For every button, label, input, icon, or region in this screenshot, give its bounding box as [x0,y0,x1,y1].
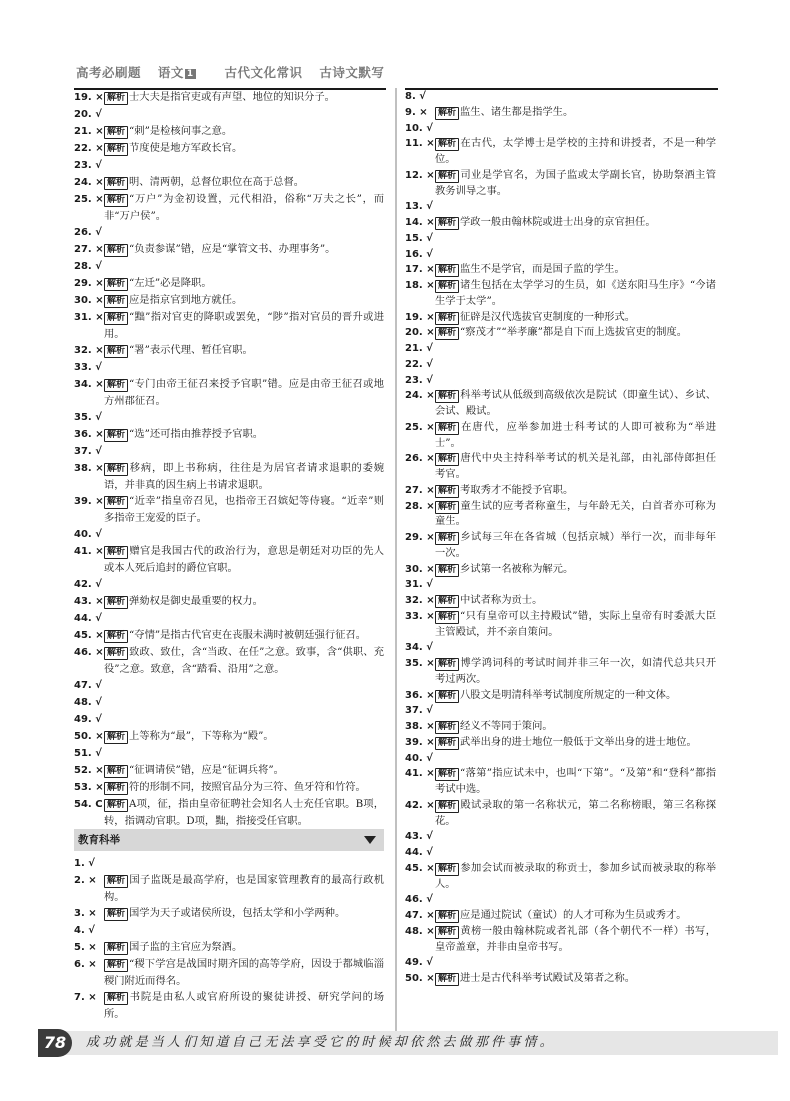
answer-item [74,106,384,123]
answer-number: 28. × [405,500,435,512]
answer-item [74,593,384,610]
answer-item [74,359,384,376]
answer-item [74,610,384,627]
analysis-tag: 解析 [435,863,459,876]
analysis-tag: 解析 [435,280,459,293]
answer-item [74,224,384,241]
answer-explanation: 致政、致仕，含“当政、在任”之意。致事，含“供职、充役”之意。致意，含“踏看、沿用”之意。 [104,646,384,675]
section-heading [74,829,384,851]
answer-explanation: 监生不是学官，而是国子监的学生。 [460,263,625,276]
header-subtopic: 古诗文默写 [319,65,385,80]
answer-number: 35. × [405,658,435,669]
answer-number: 43. √ [405,831,433,843]
answer-item [405,688,716,704]
answer-number: 13. √ [405,201,433,213]
analysis-tag: 解析 [104,782,128,795]
analysis-tag: 解析 [435,264,459,277]
answer-item [74,796,384,829]
answer-number: 42. √ [74,579,102,590]
answer-list-right [405,89,716,987]
answer-number: 19. × [405,311,435,323]
answer-item [405,719,716,735]
answer-number: 54. C [74,799,103,810]
analysis-tag: 解析 [104,942,128,955]
answer-item [405,955,716,971]
answer-item [405,499,716,531]
answer-number: 38. × [74,463,104,474]
answer-number: 50. × [405,973,435,984]
answer-item [405,388,716,420]
answer-item [74,191,384,224]
header-topic: 古代文化常识 [224,65,303,80]
answer-item [405,247,716,263]
answer-item [405,924,716,956]
answer-number: 24. × [405,390,435,402]
answer-number: 36. × [74,429,104,440]
answer-item [74,728,384,745]
answer-number: 23. √ [74,160,102,171]
answer-item [74,745,384,762]
answer-item [405,420,716,452]
answer-number: 38. × [405,721,435,732]
answer-item [405,908,716,924]
answer-number: 41. × [74,546,104,557]
analysis-tag: 解析 [435,690,459,703]
answer-item [74,409,384,426]
answer-item [74,241,384,258]
answer-item [74,376,384,409]
answer-explanation: 弹劾权是御史最重要的权力。 [129,595,263,607]
answer-item [74,426,384,443]
footer-motto: 成功就是当人们知道自己无法享受它的时候却依然去做那件事情。 [86,1035,556,1050]
answer-item [405,262,716,278]
answer-number: 45. × [74,630,104,641]
analysis-tag: 解析 [104,908,128,921]
analysis-tag: 解析 [435,910,459,923]
answer-item [74,677,384,694]
answer-number: 37. √ [74,446,102,457]
answer-item [74,157,384,174]
answer-explanation: 参加会试而被录取的称贡士，参加乡试而被录取的称举人。 [435,861,716,890]
answer-item [405,310,716,326]
answer-number: 30. × [405,563,435,575]
analysis-tag: 解析 [104,295,128,308]
answer-explanation: 经义不等同于策问。 [460,720,553,732]
answer-number: 9. × [405,106,428,118]
answer-explanation: 唐代中央主持科举考试的机关是礼部，由礼部侍郎担任考官。 [435,452,716,480]
answer-item [74,627,384,644]
answer-explanation: 征辟是汉代选拔官吏制度的一种形式。 [460,310,636,323]
answer-item [405,483,716,499]
answer-number: 5. × [74,942,97,953]
analysis-tag: 解析 [435,800,459,813]
answer-item [405,121,716,137]
answer-explanation: 节度使是地方军政长官。 [129,142,243,154]
answer-number: 31. √ [405,579,433,591]
answer-number: 31. × [74,312,104,323]
header-series: 高考必刷题 [76,65,142,80]
analysis-tag: 解析 [435,532,459,545]
answer-number: 28. √ [74,261,102,272]
answer-number: 29. × [74,278,104,289]
analysis-tag: 解析 [435,138,459,151]
answer-explanation: 童生试的应考者称童生，与年龄无关，白首者亦可称为童生。 [435,499,716,528]
answer-number: 7. × [74,992,97,1003]
answer-item [74,309,384,342]
answer-explanation: 国子监既是最高学府，也是国家管理教育的最高行政机构。 [104,874,384,903]
answer-explanation: 符的形制不同，按照官品分为三符、鱼牙符和竹符。 [129,781,366,793]
answer-number: 47. × [405,910,435,921]
answer-explanation: 考取秀才不能授予官职。 [460,483,574,496]
header-subject-badge: 1 [186,69,194,79]
answer-explanation: 进士是古代科举考试殿试及第者之称。 [460,972,636,984]
answer-explanation: 殿试录取的第一名称状元，第二名称榜眼，第三名称探花。 [435,798,716,827]
answer-explanation: 乡试第一名被称为解元。 [460,562,574,575]
answer-explanation: 乡试每三年在各省城（包括京城）举行一次，而非每年一次。 [435,531,716,559]
answer-number: 40. √ [74,529,102,540]
answer-item [74,711,384,728]
analysis-tag: 解析 [435,564,459,577]
analysis-tag: 解析 [104,429,128,442]
answer-item [405,751,716,767]
answer-item [405,735,716,751]
answer-number: 44. √ [405,847,433,858]
answer-item [405,215,716,231]
answer-explanation: 国学为天子或诸侯所设，包括太学和小学两种。 [129,907,346,919]
answer-number: 49. √ [405,957,433,969]
answer-number: 2. × [74,875,97,886]
answer-number: 41. × [405,768,435,780]
page-number: 78 [38,1029,72,1057]
analysis-tag: 解析 [435,170,459,183]
answer-item [74,443,384,460]
answer-item [74,922,384,939]
answer-item [74,123,384,140]
answer-item [405,861,716,893]
answer-number: 16. √ [405,248,433,260]
answer-item [74,292,384,309]
header-subject [158,65,208,80]
analysis-tag: 解析 [435,217,459,230]
answer-item [405,136,716,168]
answer-item [405,278,716,310]
analysis-tag: 解析 [435,453,459,466]
answer-number: 43. × [74,596,104,607]
answer-number: 48. √ [74,697,102,708]
answer-number: 49. √ [74,714,102,725]
answer-number: 35. √ [74,412,102,423]
answer-explanation: 中试者称为贡士。 [460,594,543,606]
answer-item [74,576,384,593]
answer-explanation: “只有皇帝可以主持殿试”错，实际上皇帝有时委派大臣主管殿试，并不亲自策问。 [435,609,716,638]
answer-number: 25. × [74,194,104,205]
answer-item [405,562,716,578]
answer-item [405,845,716,861]
answer-number: 46. √ [405,894,433,906]
answer-list-left [74,89,384,829]
analysis-tag: 解析 [435,501,459,514]
answer-explanation: 科举考试从低级到高级依次是院试（即童生试）、乡试、会试、殿试。 [435,389,716,417]
triangle-down-icon [364,836,376,844]
answer-explanation: 学政一般由翰林院或进士出身的京官担任。 [460,216,656,228]
answer-item [74,89,384,106]
answer-number: 22. × [74,143,104,154]
answer-number: 27. × [405,484,435,496]
answer-number: 26. × [405,453,435,465]
analysis-tag: 解析 [104,244,128,257]
answer-item [405,892,716,908]
column-divider [395,88,397,1034]
answer-number: 33. × [405,610,435,622]
analysis-tag: 解析 [104,345,128,358]
answer-explanation: 博学鸿词科的考试时间并非三年一次，如清代总共只开考过两次。 [435,657,716,685]
section-heading-label: 教育科举 [78,834,120,846]
answer-item [405,656,716,688]
answer-number: 46. × [74,647,104,658]
answer-explanation: 士大夫是指官吏或有声望、地位的知识分子。 [129,91,335,103]
analysis-tag: 解析 [104,278,128,291]
left-column [74,89,384,1022]
answer-number: 32. × [405,595,435,606]
analysis-tag: 解析 [435,737,459,750]
answer-explanation: 武举出身的进士地位一般低于文举出身的进士地位。 [460,735,697,748]
answer-number: 39. × [405,736,435,748]
answer-item [74,939,384,956]
answer-explanation: “选”还可指由推荐授予官职。 [129,428,264,440]
analysis-tag: 解析 [435,973,459,986]
right-column [405,89,716,987]
analysis-tag: 解析 [104,992,128,1005]
answer-item [74,258,384,275]
answer-item [74,493,384,526]
answer-number: 20. × [405,327,435,339]
answer-number: 11. × [405,138,435,150]
answer-number: 1. √ [74,858,95,869]
analysis-tag: 解析 [104,312,128,325]
answer-item [74,694,384,711]
answer-number: 19. × [74,92,104,103]
answer-explanation: “刺”是检核问事之意。 [129,125,233,137]
answer-explanation: “落第”指应试未中，也叫“下第”。“及第”和“登科”都指考试中选。 [435,767,716,795]
answer-item [74,543,384,576]
answer-number: 39. × [74,496,104,507]
analysis-tag: 解析 [104,731,128,744]
answer-item [405,971,716,987]
answer-item [405,703,716,719]
answer-item [405,609,716,641]
answer-item [405,766,716,798]
answer-number: 15. √ [405,232,433,244]
answer-explanation: 司业是学官名，为国子监或太学副长官，协助祭酒主管教务训导之事。 [435,168,716,197]
answer-item [405,231,716,247]
answer-explanation: 赠官是我国古代的政治行为，意思是朝廷对功臣的先人或本人死后追封的爵位官职。 [104,545,384,574]
answer-number: 12. × [405,169,435,181]
answer-explanation: 应是通过院试（童试）的人才可称为生员或秀才。 [460,909,687,921]
answer-item [405,593,716,609]
analysis-tag: 解析 [104,765,128,778]
answer-explanation: “征调请侯”错，应是“征调兵将”。 [129,764,284,776]
answer-item [74,989,384,1022]
analysis-tag: 解析 [104,379,128,392]
answer-item [405,373,716,389]
answer-explanation: 八股文是明清科举考试制度所规定的一种文体。 [460,688,677,701]
analysis-tag: 解析 [435,312,459,325]
answer-number: 14. × [405,217,435,228]
answer-item [405,341,716,357]
answer-number: 37. √ [405,705,433,717]
answer-explanation: 应是指京官到地方就任。 [129,294,243,306]
analysis-tag: 解析 [104,546,128,559]
answer-item [74,275,384,292]
answer-number: 18. × [405,280,435,291]
analysis-tag: 解析 [104,92,128,105]
answer-number: 23. √ [405,374,433,386]
answer-item [74,855,384,872]
analysis-tag: 解析 [104,875,128,888]
analysis-tag: 解析 [435,611,459,624]
answer-number: 47. √ [74,680,102,691]
answer-number: 10. √ [405,122,433,134]
answer-number: 24. × [74,177,104,188]
answer-number: 50. × [74,731,104,742]
answer-explanation: 书院是由私人或官府所设的聚徒讲授、研究学问的场所。 [104,991,384,1020]
page-header [76,63,496,85]
answer-item [405,325,716,341]
answer-explanation: “左迁”必是降职。 [129,277,212,289]
answer-explanation: “夺情”是指古代官吏在丧服未满时被朝廷强行征召。 [129,629,367,641]
analysis-tag: 解析 [435,768,459,781]
answer-number: 3. × [74,908,97,919]
answer-explanation: “察茂才”“举孝廉”都是自下而上选拔官吏的制度。 [460,326,688,339]
answer-number: 44. √ [74,613,102,624]
analysis-tag: 解析 [104,596,128,609]
answer-item [74,644,384,677]
answer-number: 36. × [405,689,435,701]
answer-item [405,640,716,656]
answer-number: 21. × [74,126,104,137]
answer-item [74,342,384,359]
header-subject-name: 语文 [157,65,184,80]
answer-item [74,779,384,796]
answer-item [74,140,384,157]
answer-item [405,829,716,845]
answer-item [405,89,716,105]
answer-number: 53. × [74,782,104,793]
answer-item [405,168,716,200]
answer-item [74,526,384,543]
answer-explanation: “署”表示代理、暂任官职。 [129,344,253,356]
analysis-tag: 解析 [435,658,459,671]
analysis-tag: 解析 [435,485,459,498]
analysis-tag: 解析 [435,327,459,340]
answer-explanation: 在古代，太学博士是学校的主持和讲授者，不是一种学位。 [435,137,716,165]
answer-explanation: 上等称为“最”，下等称为“殿”。 [129,730,274,742]
analysis-tag: 解析 [435,422,459,435]
answer-number: 20. √ [74,109,102,120]
analysis-tag: 解析 [104,799,128,812]
answer-number: 34. √ [405,642,433,654]
answer-number: 52. × [74,765,104,776]
answer-explanation: 在唐代，应举参加进士科考试的人即可被称为“举进士”。 [435,420,716,449]
answer-list-left-section [74,855,384,1022]
answer-number: 42. × [405,799,435,811]
answer-explanation: “负责参谋”错，应是“掌管文书、办理事务”。 [129,243,336,255]
analysis-tag: 解析 [435,107,459,120]
answer-number: 6. × [74,959,97,970]
answer-number: 29. × [405,532,435,543]
answer-explanation: 明、清两朝，总督位职位在高于总督。 [129,176,305,188]
analysis-tag: 解析 [104,496,128,509]
answer-number: 33. √ [74,362,102,373]
answer-explanation: “稷下学宫是战国时期齐国的高等学府，因设于都城临淄稷门附近而得名。 [104,958,384,987]
analysis-tag: 解析 [104,647,128,660]
analysis-tag: 解析 [435,926,459,939]
answer-item [405,798,716,830]
answer-explanation: “黜”指对官吏的降职或罢免，“陟”指对官员的晋升或进用。 [104,311,384,340]
answer-number: 45. × [405,862,435,874]
answer-explanation: “万户”为金初设置，元代相沿，俗称“万夫之长”，而非“万户侯”。 [104,193,384,222]
answer-explanation: 移病，即上书称病，往往是为居官者请求退职的委婉语，并非真的因生病上书请求退职。 [104,462,384,491]
answer-number: 17. × [405,264,435,276]
analysis-tag: 解析 [104,463,128,476]
analysis-tag: 解析 [435,595,459,608]
answer-explanation: “专门由帝王征召来授予官职”错。应是由帝王征召或地方州郡征召。 [104,378,384,407]
answer-item [405,105,716,121]
answer-number: 21. √ [405,343,433,354]
answer-item [74,905,384,922]
answer-explanation: A项，征，指由皇帝征聘社会知名人士充任官职。B项，转，指调动官职。D项，黜，指接受任官职。 [104,798,384,827]
answer-item [405,199,716,215]
answer-number: 22. √ [405,358,433,370]
answer-item [405,451,716,483]
analysis-tag: 解析 [104,177,128,190]
answer-number: 30. × [74,295,104,306]
analysis-tag: 解析 [104,959,128,972]
answer-number: 51. √ [74,748,102,759]
analysis-tag: 解析 [435,721,459,734]
answer-number: 8. √ [405,91,426,102]
answer-item [405,357,716,373]
answer-item [405,530,716,562]
answer-item [405,577,716,593]
answer-explanation: 国子监的主官应为祭酒。 [129,941,243,953]
answer-item [74,762,384,779]
answer-item [74,956,384,989]
answer-number: 40. √ [405,752,433,764]
answer-number: 25. × [405,421,435,433]
answer-explanation: 监生、诸生都是指学生。 [460,105,574,118]
answer-item [74,460,384,493]
answer-explanation: 黄榜一般由翰林院或者礼部（各个朝代不一样）书写，皇帝盖章，并非由皇帝书写。 [435,924,716,953]
answer-number: 4. √ [74,925,95,936]
answer-number: 26. √ [74,227,102,238]
answer-item [74,872,384,905]
analysis-tag: 解析 [104,126,128,139]
analysis-tag: 解析 [104,194,128,207]
answer-number: 48. × [405,925,435,937]
analysis-tag: 解析 [104,143,128,156]
answer-number: 32. × [74,345,104,356]
answer-explanation: “近幸”指皇帝召见，也指帝王召嫔妃等侍寝。“近幸”则多指帝王宠爱的臣子。 [104,495,384,524]
answer-explanation: 诸生包括在太学学习的生员，如《送东阳马生序》“今诸生学于太学”。 [435,279,716,307]
answer-item [74,174,384,191]
analysis-tag: 解析 [104,630,128,643]
answer-number: 34. × [74,379,104,390]
analysis-tag: 解析 [435,390,459,403]
answer-number: 27. × [74,244,104,255]
